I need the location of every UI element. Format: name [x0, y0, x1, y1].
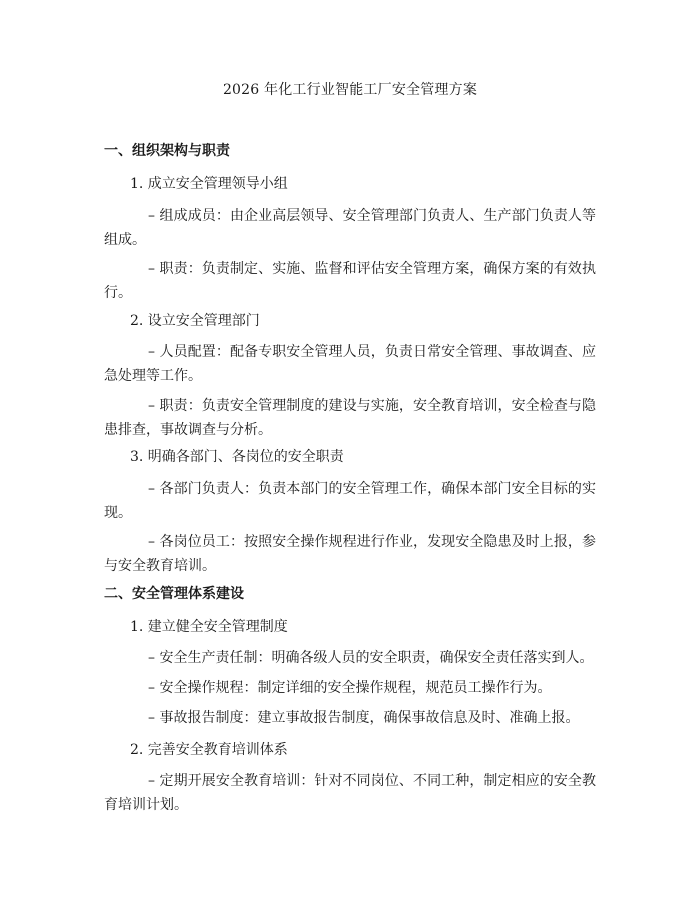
paragraph: – 各部门负责人：负责本部门的安全管理工作，确保本部门安全目标的实现。 — [104, 481, 596, 521]
section-heading: 一、组织架构与职责 — [104, 143, 230, 159]
document-title: 2026 年化工行业智能工厂安全管理方案 — [222, 82, 478, 98]
paragraph: – 职责：负责安全管理制度的建设与实施，安全教育培训，安全检查与隐患排查，事故调查与分析。 — [104, 398, 596, 438]
paragraph: – 人员配置：配备专职安全管理人员，负责日常安全管理、事故调查、应急处理等工作。 — [104, 344, 596, 384]
paragraph: – 定期开展安全教育培训：针对不同岗位、不同工种，制定相应的安全教育培训计划。 — [104, 773, 596, 813]
subsection-heading: 1. 建立健全安全管理制度 — [130, 619, 288, 635]
section-heading: 二、安全管理体系建设 — [104, 586, 244, 602]
paragraph: – 组成成员：由企业高层领导、安全管理部门负责人、生产部门负责人等组成。 — [104, 208, 596, 248]
subsection-heading: 3. 明确各部门、各岗位的安全职责 — [130, 449, 344, 465]
subsection-heading: 1. 成立安全管理领导小组 — [130, 176, 288, 192]
paragraph: – 安全操作规程：制定详细的安全操作规程，规范员工操作行为。 — [148, 680, 552, 696]
paragraph: – 职责：负责制定、实施、监督和评估安全管理方案，确保方案的有效执行。 — [104, 261, 596, 301]
paragraph: – 事故报告制度：建立事故报告制度，确保事故信息及时、准确上报。 — [148, 710, 580, 726]
subsection-heading: 2. 完善安全教育培训体系 — [130, 742, 288, 758]
subsection-heading: 2. 设立安全管理部门 — [130, 313, 260, 329]
paragraph: – 各岗位员工：按照安全操作规程进行作业，发现安全隐患及时上报，参与安全教育培训。 — [104, 534, 596, 574]
paragraph: – 安全生产责任制：明确各级人员的安全职责，确保安全责任落实到人。 — [148, 650, 594, 666]
